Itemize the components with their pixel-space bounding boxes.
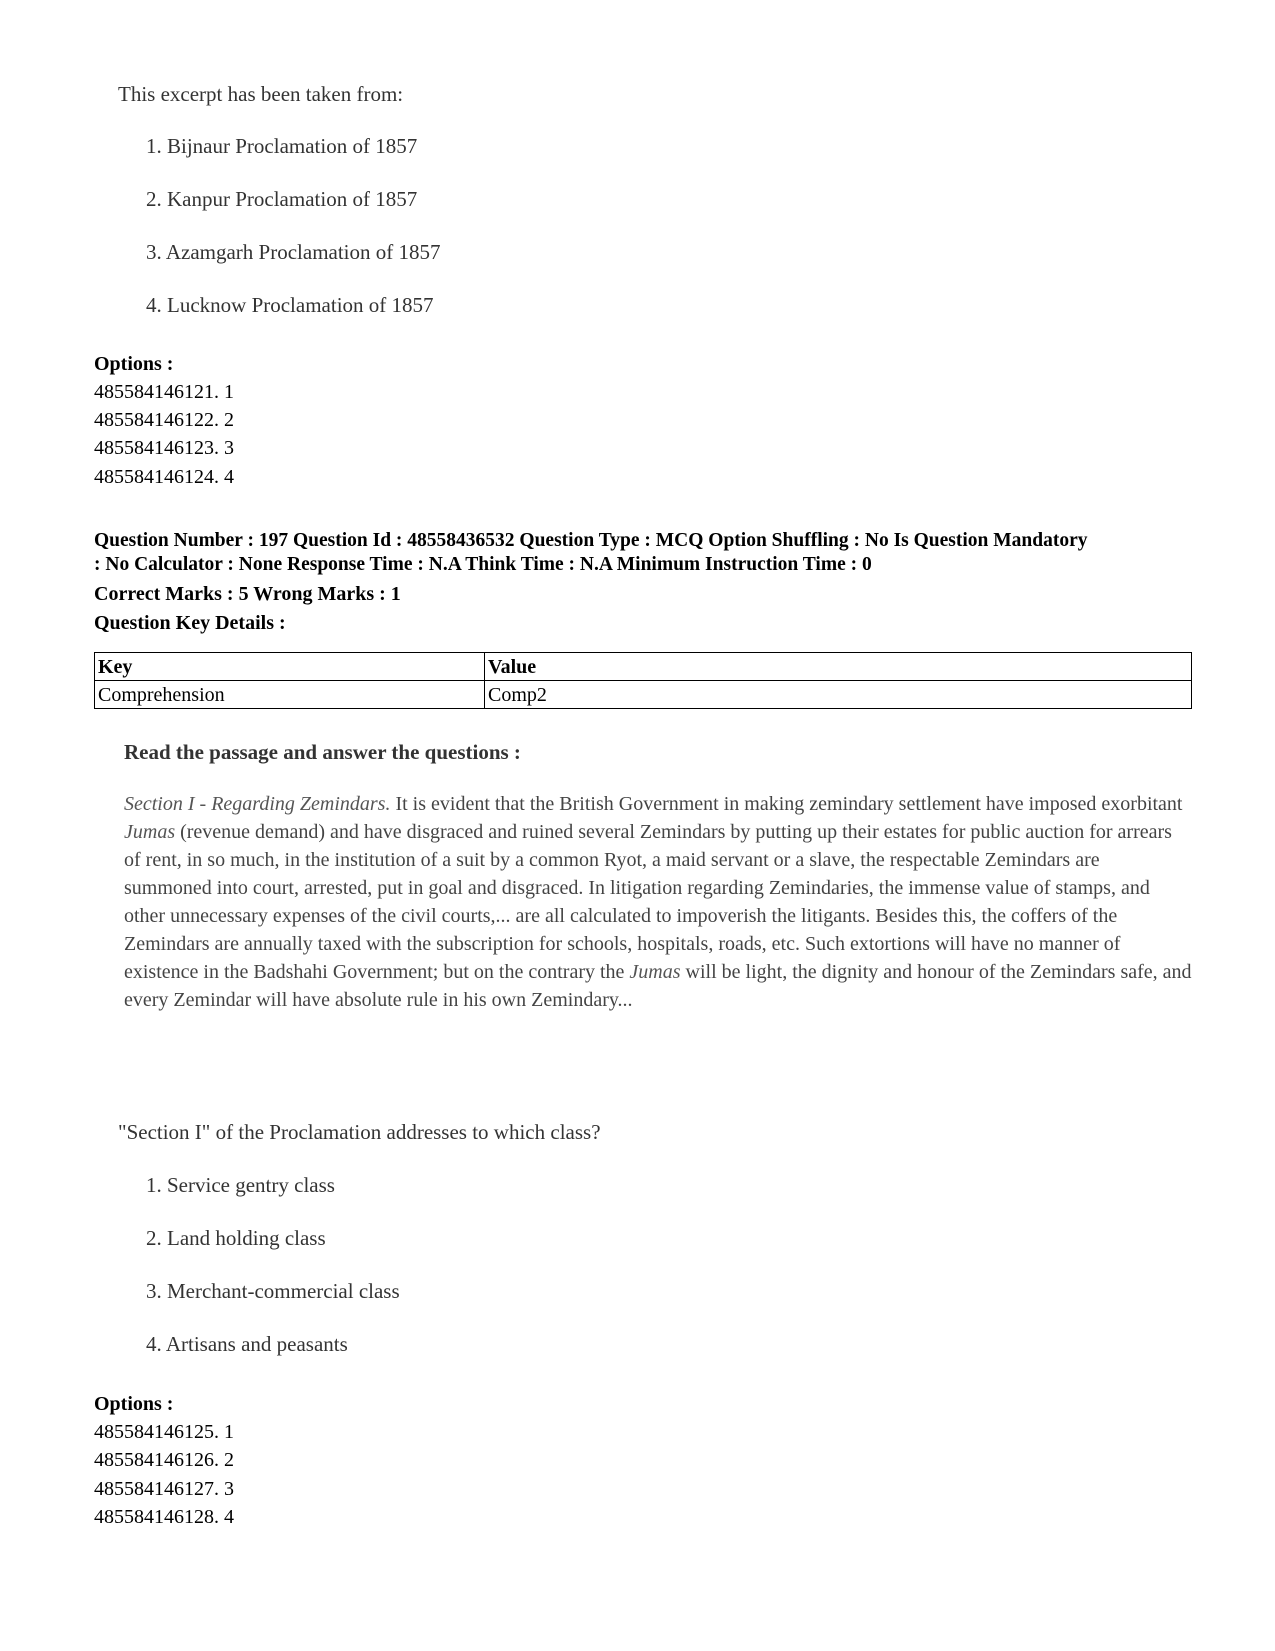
passage-body	[124, 790, 1192, 1014]
q196-option-2: 485584146122. 2	[94, 409, 234, 431]
q197-choice-3: 3. Merchant-commercial class	[146, 1279, 400, 1303]
q197-key-details-label: Question Key Details :	[94, 612, 286, 634]
table-cell-value: Comp2	[485, 681, 1192, 709]
q197-choice-1: 1. Service gentry class	[146, 1173, 335, 1197]
table-header-key: Key	[95, 653, 485, 681]
q197-option-1: 485584146125. 1	[94, 1421, 234, 1443]
q196-option-1: 485584146121. 1	[94, 381, 234, 403]
table-header-value: Value	[485, 653, 1192, 681]
q197-stem: "Section I" of the Proclamation addresses to which class?	[118, 1120, 601, 1144]
q197-option-2: 485584146126. 2	[94, 1449, 234, 1471]
table-cell-key: Comprehension	[95, 681, 485, 709]
table-row	[95, 681, 1192, 709]
q197-marks: Correct Marks : 5 Wrong Marks : 1	[94, 583, 401, 605]
passage-section-heading: Section I - Regarding Zemindars.	[124, 793, 391, 815]
table-header-row	[95, 653, 1192, 681]
q196-option-4: 485584146124. 4	[94, 466, 234, 488]
q196-choice-3: 3. Azamgarh Proclamation of 1857	[146, 240, 441, 264]
q197-header-line1: Question Number : 197 Question Id : 48558436532 Question Type : MCQ Option Shuffling : No Is Question Mandatory	[94, 530, 1088, 551]
q197-header-line2: : No Calculator : None Response Time : N.A Think Time : N.A Minimum Instruction Time : 0	[94, 554, 872, 575]
q196-options-label: Options :	[94, 353, 174, 375]
passage-title: Read the passage and answer the questions :	[124, 740, 521, 764]
passage-text-2: (revenue demand) and have disgraced and ruined several Zemindars by putting up their estates for public auction for arrears of rent, in so much, in the institution of a suit by a common Ryot, a maid servant or a slave, the respectable Zemindars are summoned into court, arrested, put in goal and disgraced. In litigation regarding Zemindaries, the immense value of stamps, and other unnecessary expenses of the civil courts,... are all calculated to impoverish the litigants. Besides this, the coffers of the Zemindars are annually taxed with the subscription for schools, hospitals, roads, etc. Such extortions will have no manner of existence in the Badshahi Government; but on the contrary the	[124, 821, 1172, 983]
q197-choice-2: 2. Land holding class	[146, 1226, 326, 1250]
q196-choice-1: 1. Bijnaur Proclamation of 1857	[146, 134, 418, 158]
q197-options-label: Options :	[94, 1393, 174, 1415]
q196-choice-2: 2. Kanpur Proclamation of 1857	[146, 187, 418, 211]
passage-jumas-2: Jumas	[629, 961, 681, 983]
passage-text-1: It is evident that the British Government in making zemindary settlement have imposed exorbitant	[390, 793, 1183, 815]
q196-choice-4: 4. Lucknow Proclamation of 1857	[146, 293, 434, 317]
passage-jumas-1: Jumas	[124, 821, 176, 843]
q197-image	[118, 1120, 678, 1370]
q196-option-3: 485584146123. 3	[94, 437, 234, 459]
question-key-table	[94, 652, 1192, 709]
q197-option-3: 485584146127. 3	[94, 1478, 234, 1500]
q197-choice-4: 4. Artisans and peasants	[146, 1332, 348, 1356]
q197-option-4: 485584146128. 4	[94, 1506, 234, 1528]
q196-image	[118, 82, 518, 332]
q196-stem: This excerpt has been taken from:	[118, 82, 404, 106]
passage-text-3: will be light, the dignity and honour of the Zemindars safe, and every Zemindar will have absolute rule in his own Zemindary...	[124, 961, 1192, 1011]
